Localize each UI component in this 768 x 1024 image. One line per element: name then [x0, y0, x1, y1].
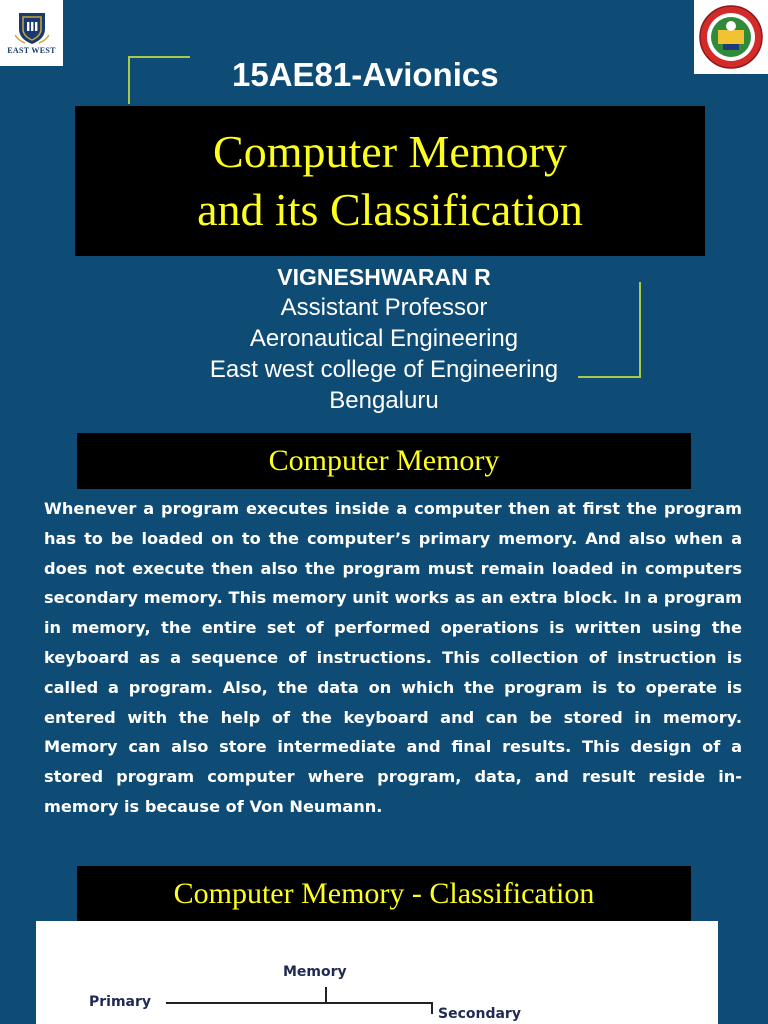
- crest-shield-icon: [15, 11, 49, 45]
- course-code: 15AE81-Avionics: [232, 56, 499, 93]
- section-heading-box: [77, 866, 691, 922]
- author-department: Aeronautical Engineering: [249, 325, 519, 352]
- diagram-connector: [325, 987, 327, 1003]
- decorative-line: [128, 56, 130, 104]
- logo-text: EAST WEST: [7, 46, 56, 55]
- diagram-connector: [431, 1002, 433, 1014]
- title-line-2: and its Classification: [197, 184, 583, 235]
- title-box: [75, 106, 705, 256]
- author-role: Assistant Professor: [280, 294, 488, 321]
- east-west-logo: [0, 0, 63, 66]
- author-name: VIGNESHWARAN R: [277, 264, 491, 290]
- section-heading-box: [77, 433, 691, 489]
- author-college: East west college of Engineering: [209, 356, 559, 383]
- memory-classification-diagram: [36, 921, 718, 1024]
- university-seal: [694, 0, 768, 74]
- section-heading: Computer Memory - Classification: [173, 877, 595, 910]
- title-line-1: Computer Memory: [213, 126, 567, 177]
- decorative-line: [128, 56, 190, 58]
- author-city: Bengaluru: [329, 387, 439, 414]
- university-seal-icon: [698, 4, 764, 70]
- diagram-connector: [166, 1002, 432, 1004]
- author-block: [0, 262, 768, 416]
- diagram-root-label: Memory: [283, 964, 347, 980]
- diagram-secondary-label: Secondary: [438, 1006, 521, 1022]
- body-paragraph: Whenever a program executes inside a computer then at first the program has to be loaded on to the computer’s primary memory. And also when a does not execute then also the program must remain loaded in computers secondary memory. This memory unit works as an extra block. In a program in memory, the entire set of performed operations is written using the keyboard as a sequence of instructions. This collection of instruction is called a program. Also, the data on which the program is to operate is entered with the help of the keyboard and can be stored in memory. Memory can also store intermediate and final results. This design of a stored program computer where program, data, and result reside in-memory is because of Von Neumann.: [44, 499, 742, 816]
- section-heading: Computer Memory: [268, 444, 500, 477]
- diagram-primary-label: Primary: [89, 994, 152, 1010]
